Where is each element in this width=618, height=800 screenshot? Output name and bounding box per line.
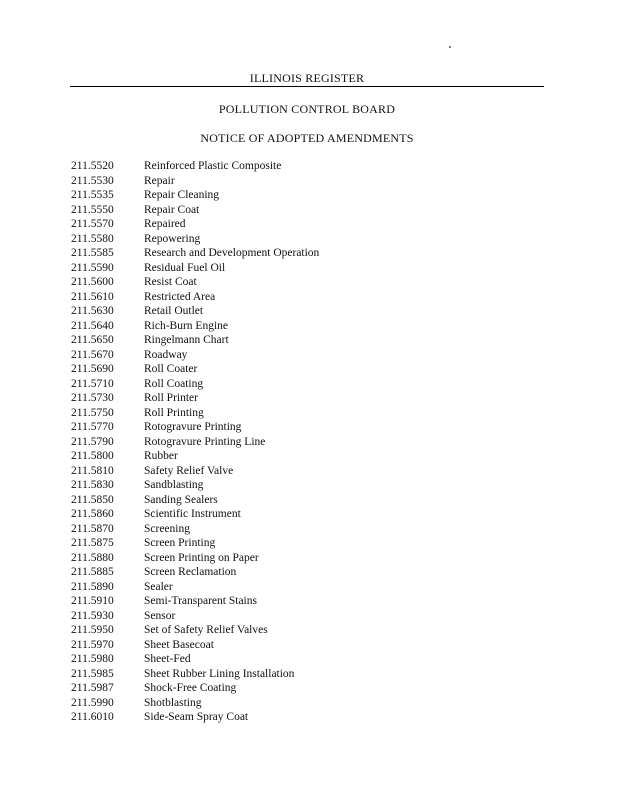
section-number: 211.5987 bbox=[71, 682, 114, 694]
list-item bbox=[71, 594, 319, 609]
section-number: 211.5980 bbox=[71, 653, 114, 665]
section-number: 211.5910 bbox=[71, 595, 114, 607]
list-item bbox=[71, 449, 319, 464]
section-number: 211.5670 bbox=[71, 348, 114, 361]
list-item bbox=[71, 232, 319, 247]
defined-term: Resist Coat bbox=[144, 276, 197, 288]
header-rule bbox=[70, 86, 544, 87]
list-item bbox=[71, 203, 319, 218]
list-item bbox=[71, 565, 319, 580]
list-item bbox=[71, 217, 319, 232]
list-item bbox=[71, 159, 319, 174]
section-number: 211.5730 bbox=[71, 392, 114, 404]
definitions-list bbox=[71, 159, 319, 725]
section-number: 211.5580 bbox=[71, 232, 114, 245]
section-number: 211.5890 bbox=[71, 580, 114, 593]
defined-term: Sheet Rubber Lining Installation bbox=[144, 667, 295, 680]
list-item bbox=[71, 420, 319, 435]
section-number: 211.5520 bbox=[71, 160, 114, 172]
section-number: 211.5630 bbox=[71, 305, 114, 317]
defined-term: Sandblasting bbox=[144, 479, 204, 491]
list-item bbox=[71, 464, 319, 479]
section-number: 211.5850 bbox=[71, 493, 114, 506]
defined-term: Roll Coating bbox=[144, 377, 204, 390]
section-number: 211.5930 bbox=[71, 609, 114, 622]
defined-term: Shotblasting bbox=[144, 696, 202, 709]
section-number: 211.5970 bbox=[71, 638, 114, 651]
defined-term: Semi-Transparent Stains bbox=[144, 595, 257, 607]
list-item bbox=[71, 290, 319, 305]
defined-term: Safety Relief Valve bbox=[144, 464, 234, 477]
section-number: 211.5570 bbox=[71, 218, 114, 230]
defined-term: Repaired bbox=[144, 218, 186, 230]
defined-term: Retail Outlet bbox=[144, 305, 204, 317]
section-number: 211.5770 bbox=[71, 421, 114, 433]
section-number: 211.5610 bbox=[71, 290, 114, 303]
list-item bbox=[71, 406, 319, 421]
list-item bbox=[71, 435, 319, 450]
list-item bbox=[71, 348, 319, 363]
defined-term: Roll Coater bbox=[144, 363, 198, 375]
section-number: 211.6010 bbox=[71, 711, 114, 723]
section-number: 211.5810 bbox=[71, 464, 114, 477]
defined-term: Repowering bbox=[144, 232, 201, 245]
list-item bbox=[71, 710, 319, 725]
defined-term: Scientific Instrument bbox=[144, 508, 241, 520]
section-number: 211.5985 bbox=[71, 667, 114, 680]
defined-term: Screen Reclamation bbox=[144, 566, 237, 578]
section-number: 211.5750 bbox=[71, 406, 114, 419]
list-item bbox=[71, 623, 319, 638]
defined-term: Roll Printer bbox=[144, 392, 198, 404]
defined-term: Rubber bbox=[144, 450, 178, 462]
list-item bbox=[71, 319, 319, 334]
defined-term: Reinforced Plastic Composite bbox=[144, 160, 282, 172]
defined-term: Screen Printing bbox=[144, 537, 216, 549]
list-item bbox=[71, 188, 319, 203]
section-number: 211.5640 bbox=[71, 319, 114, 332]
defined-term: Roadway bbox=[144, 348, 188, 361]
list-item bbox=[71, 667, 319, 682]
section-number: 211.5800 bbox=[71, 450, 114, 462]
defined-term: Screening bbox=[144, 522, 190, 535]
section-number: 211.5535 bbox=[71, 189, 114, 201]
defined-term: Repair bbox=[144, 174, 175, 187]
defined-term: Sanding Sealers bbox=[144, 493, 218, 506]
list-item bbox=[71, 362, 319, 377]
list-item bbox=[71, 522, 319, 537]
section-number: 211.5870 bbox=[71, 522, 114, 535]
list-item bbox=[71, 275, 319, 290]
section-number: 211.5885 bbox=[71, 566, 114, 578]
defined-term: Repair Cleaning bbox=[144, 189, 220, 201]
defined-term: Rotogravure Printing bbox=[144, 421, 242, 433]
defined-term: Sensor bbox=[144, 609, 176, 622]
list-item bbox=[71, 377, 319, 392]
defined-term: Shock-Free Coating bbox=[144, 682, 237, 694]
list-item bbox=[71, 551, 319, 566]
list-item bbox=[71, 507, 319, 522]
section-number: 211.5990 bbox=[71, 696, 114, 709]
section-number: 211.5710 bbox=[71, 377, 114, 390]
list-item bbox=[71, 638, 319, 653]
defined-term: Repair Coat bbox=[144, 203, 200, 216]
list-item bbox=[71, 246, 319, 261]
list-item bbox=[71, 478, 319, 493]
defined-term: Side-Seam Spray Coat bbox=[144, 711, 249, 723]
section-number: 211.5690 bbox=[71, 363, 114, 375]
list-item bbox=[71, 304, 319, 319]
list-item bbox=[71, 652, 319, 667]
defined-term: Rotogravure Printing Line bbox=[144, 435, 266, 448]
defined-term: Ringelmann Chart bbox=[144, 334, 229, 346]
section-number: 211.5790 bbox=[71, 435, 114, 448]
list-item bbox=[71, 696, 319, 711]
section-number: 211.5950 bbox=[71, 624, 114, 636]
list-item bbox=[71, 536, 319, 551]
notice-subtitle: NOTICE OF ADOPTED AMENDMENTS bbox=[200, 131, 414, 145]
register-title: ILLINOIS REGISTER bbox=[249, 71, 365, 85]
defined-term: Sheet Basecoat bbox=[144, 638, 214, 651]
section-number: 211.5650 bbox=[71, 334, 114, 346]
defined-term: Roll Printing bbox=[144, 406, 204, 419]
defined-term: Sealer bbox=[144, 580, 173, 593]
section-number: 211.5585 bbox=[71, 247, 114, 259]
defined-term: Research and Development Operation bbox=[144, 247, 320, 259]
list-item bbox=[71, 681, 319, 696]
defined-term: Screen Printing on Paper bbox=[144, 551, 259, 564]
list-item bbox=[71, 174, 319, 189]
list-item bbox=[71, 391, 319, 406]
board-subtitle: POLLUTION CONTROL BOARD bbox=[218, 102, 396, 116]
defined-term: Rich-Burn Engine bbox=[144, 319, 228, 332]
defined-term: Residual Fuel Oil bbox=[144, 261, 226, 274]
section-number: 211.5600 bbox=[71, 276, 114, 288]
stray-mark bbox=[449, 46, 451, 48]
section-number: 211.5875 bbox=[71, 537, 114, 549]
section-number: 211.5880 bbox=[71, 551, 114, 564]
defined-term: Restricted Area bbox=[144, 290, 216, 303]
section-number: 211.5830 bbox=[71, 479, 114, 491]
section-number: 211.5550 bbox=[71, 203, 114, 216]
list-item bbox=[71, 333, 319, 348]
list-item bbox=[71, 493, 319, 508]
list-item bbox=[71, 609, 319, 624]
list-item bbox=[71, 261, 319, 276]
section-number: 211.5590 bbox=[71, 261, 114, 274]
section-number: 211.5530 bbox=[71, 174, 114, 187]
list-item bbox=[71, 580, 319, 595]
section-number: 211.5860 bbox=[71, 508, 114, 520]
defined-term: Sheet-Fed bbox=[144, 653, 191, 665]
defined-term: Set of Safety Relief Valves bbox=[144, 624, 268, 636]
